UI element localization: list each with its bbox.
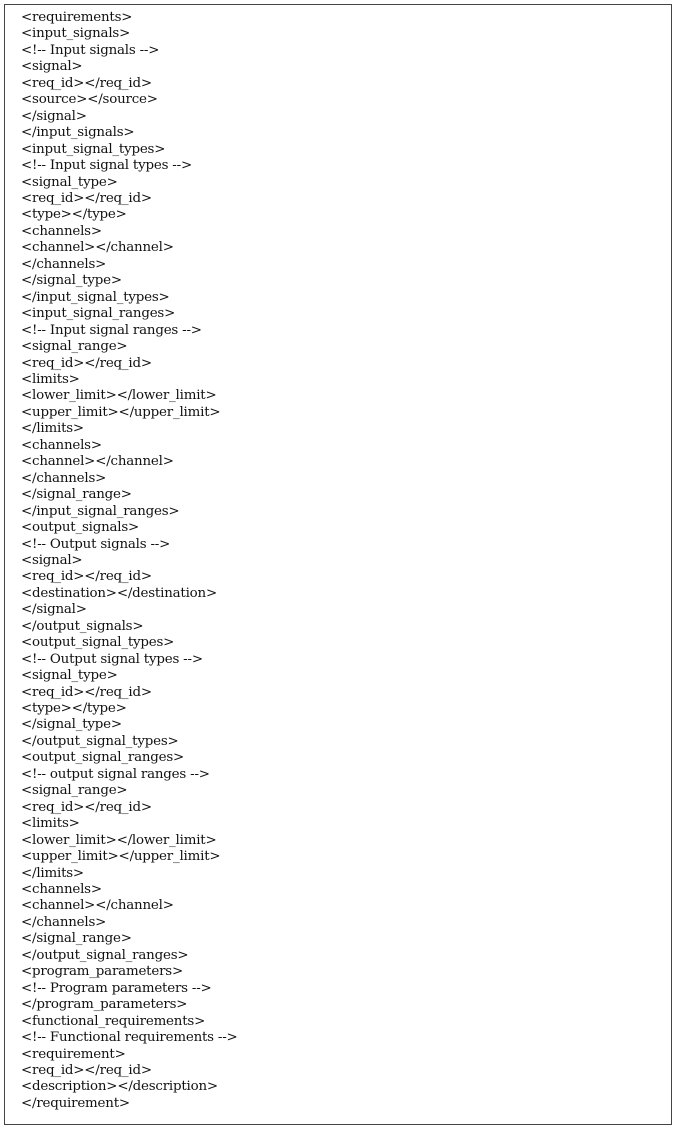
xml-line: </signal> bbox=[21, 108, 87, 124]
xml-line: <req_id></req_id> bbox=[21, 569, 152, 585]
xml-line: </limits> bbox=[21, 421, 84, 437]
xml-line: <signal> bbox=[21, 552, 83, 568]
xml-line: <limits> bbox=[21, 816, 80, 832]
xml-line: <!-- Input signal ranges --> bbox=[21, 322, 202, 338]
xml-line: <req_id></req_id> bbox=[21, 355, 152, 371]
xml-line: </signal_type> bbox=[21, 717, 122, 733]
xml-line: </input_signal_types> bbox=[21, 289, 170, 305]
xml-line: <requirement> bbox=[21, 1046, 126, 1062]
xml-line: </input_signals> bbox=[21, 125, 135, 141]
xml-line: <channels> bbox=[21, 223, 102, 239]
xml-line: <output_signal_types> bbox=[21, 635, 175, 651]
xml-line: </channels> bbox=[21, 914, 107, 930]
xml-line: <req_id></req_id> bbox=[21, 799, 152, 815]
xml-line: <requirements> bbox=[21, 10, 133, 25]
xml-line-list bbox=[21, 10, 238, 1112]
xml-line: <functional_requirements> bbox=[21, 1013, 206, 1029]
xml-line: <signal_type> bbox=[21, 174, 118, 190]
xml-line: </channels> bbox=[21, 470, 107, 486]
xml-line: <limits> bbox=[21, 371, 80, 387]
xml-line: <type></type> bbox=[21, 207, 127, 223]
xml-line: <signal_type> bbox=[21, 668, 118, 684]
xml-line: </output_signals> bbox=[21, 618, 144, 634]
xml-line: <!-- Program parameters --> bbox=[21, 980, 212, 996]
xml-line: </output_signal_ranges> bbox=[21, 947, 189, 963]
xml-line: <signal_range> bbox=[21, 339, 128, 355]
xml-line: <signal_range> bbox=[21, 783, 128, 799]
xml-template-box bbox=[4, 4, 672, 1125]
xml-line: <!-- Functional requirements --> bbox=[21, 1030, 238, 1046]
xml-line: <output_signals> bbox=[21, 520, 140, 536]
xml-line: <upper_limit></upper_limit> bbox=[21, 849, 221, 865]
xml-line: <req_id></req_id> bbox=[21, 190, 152, 206]
xml-line: <channels> bbox=[21, 437, 102, 453]
xml-line: <source></source> bbox=[21, 92, 158, 108]
xml-line: <type></type> bbox=[21, 701, 127, 717]
xml-line: </input_signal_ranges> bbox=[21, 503, 180, 519]
xml-line: </signal_type> bbox=[21, 273, 122, 289]
xml-line: <lower_limit></lower_limit> bbox=[21, 832, 217, 848]
xml-line: <channel></channel> bbox=[21, 240, 174, 256]
xml-line: </output_signal_types> bbox=[21, 733, 179, 749]
xml-line: </limits> bbox=[21, 865, 84, 881]
xml-line: </channels> bbox=[21, 256, 107, 272]
xml-line: <channels> bbox=[21, 882, 102, 898]
xml-line: <destination></destination> bbox=[21, 585, 217, 601]
xml-line: <input_signals> bbox=[21, 26, 131, 42]
xml-line: <signal> bbox=[21, 59, 83, 75]
xml-line: <req_id></req_id> bbox=[21, 684, 152, 700]
xml-line: <!-- Input signal types --> bbox=[21, 158, 192, 174]
xml-line: <output_signal_ranges> bbox=[21, 750, 185, 766]
xml-line: </signal> bbox=[21, 602, 87, 618]
xml-line: <input_signal_types> bbox=[21, 141, 166, 157]
xml-line: <description></description> bbox=[21, 1079, 218, 1095]
xml-line: <channel></channel> bbox=[21, 898, 174, 914]
xml-line: </program_parameters> bbox=[21, 997, 188, 1013]
xml-line: <!-- Output signal types --> bbox=[21, 651, 203, 667]
xml-line: <!-- Input signals --> bbox=[21, 42, 160, 58]
xml-line: <req_id></req_id> bbox=[21, 75, 152, 91]
xml-line: <lower_limit></lower_limit> bbox=[21, 388, 217, 404]
xml-line: <program_parameters> bbox=[21, 964, 183, 980]
xml-line: </signal_range> bbox=[21, 931, 132, 947]
xml-line: <!-- output signal ranges --> bbox=[21, 766, 210, 782]
xml-line: <req_id></req_id> bbox=[21, 1063, 152, 1078]
xml-line: </signal_range> bbox=[21, 487, 132, 503]
xml-line: <upper_limit></upper_limit> bbox=[21, 404, 221, 420]
xml-line: <!-- Output signals --> bbox=[21, 536, 171, 552]
xml-line: <input_signal_ranges> bbox=[21, 306, 176, 322]
xml-line: <channel></channel> bbox=[21, 454, 174, 470]
xml-line: </requirement> bbox=[21, 1095, 130, 1111]
